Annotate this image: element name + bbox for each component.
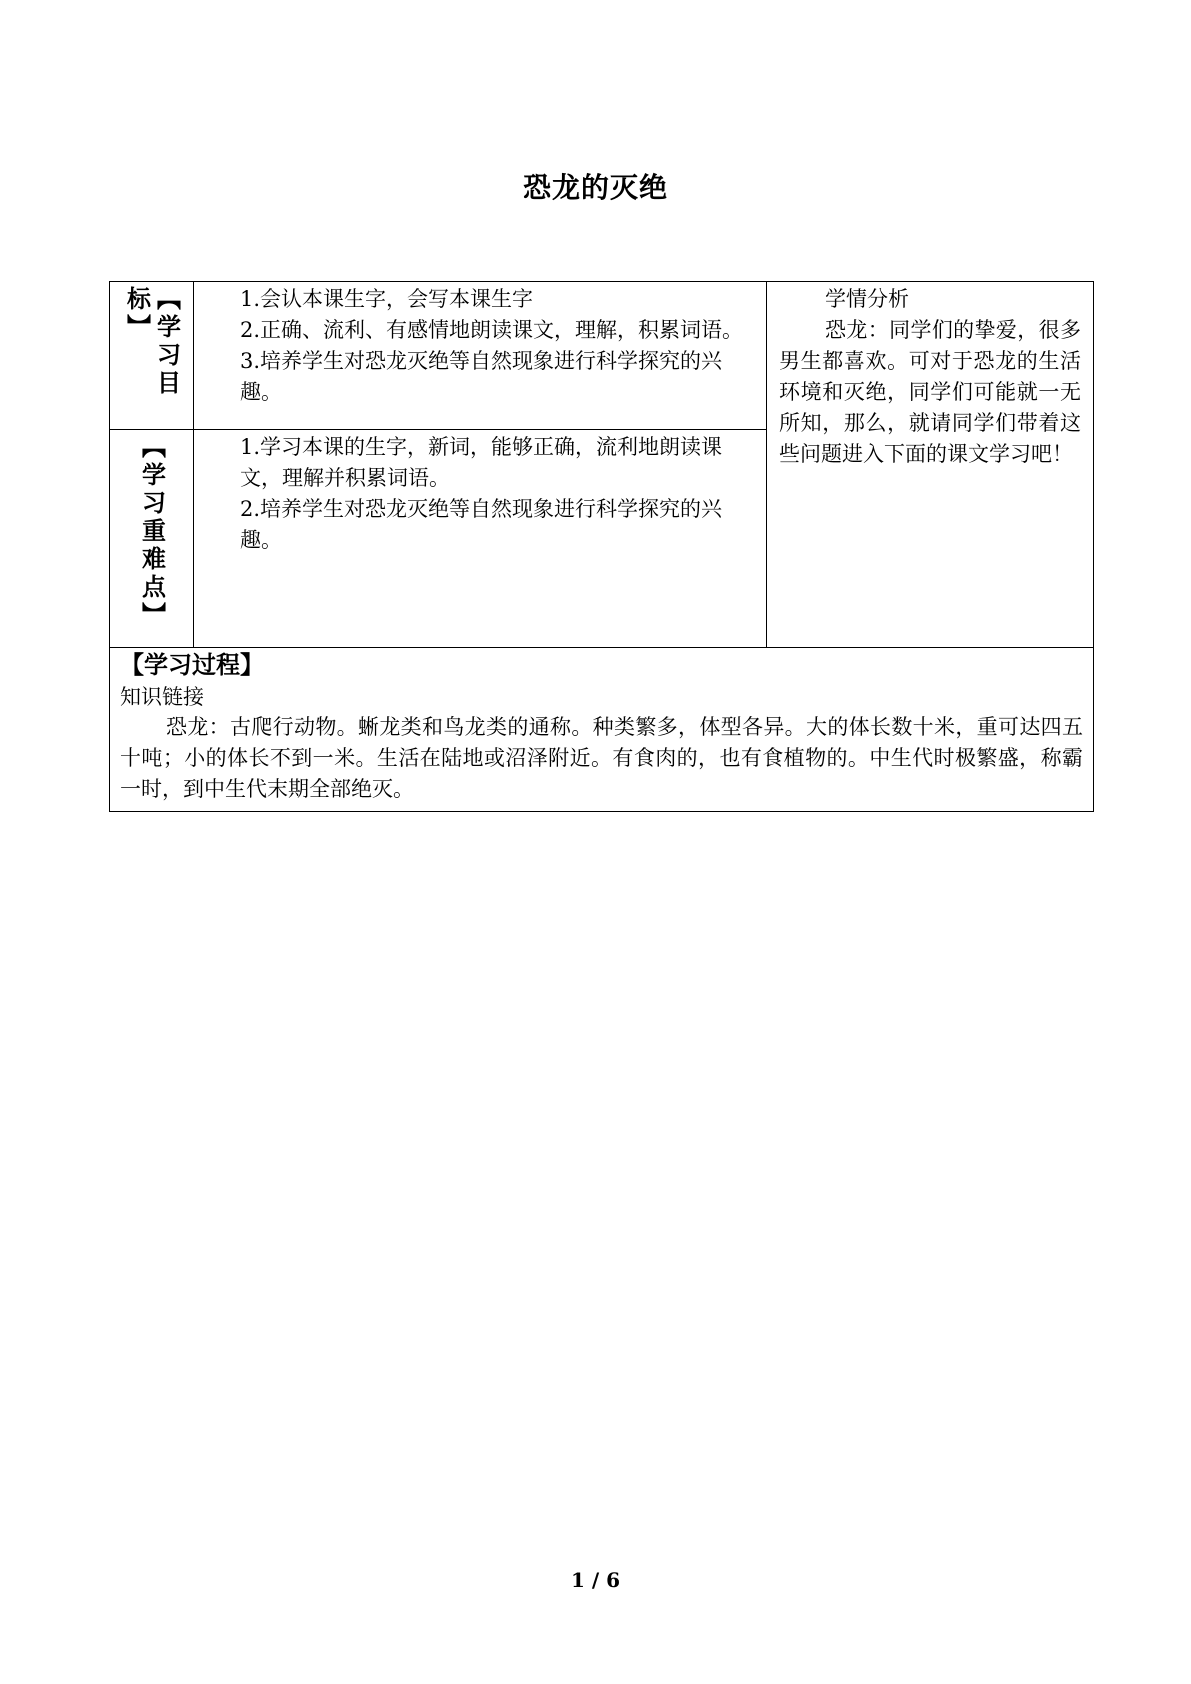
goals-content-cell — [194, 282, 767, 430]
analysis-heading: 学情分析 — [825, 287, 909, 311]
document-title: 恐龙的灭绝 — [522, 171, 668, 204]
goal-item: 3.培养学生对恐龙灭绝等自然现象进行科学探究的兴趣。 — [240, 349, 723, 404]
page-number: 1 / 6 — [570, 1568, 621, 1592]
key-point-item: 2.培养学生对恐龙灭绝等自然现象进行科学探究的兴趣。 — [240, 497, 723, 552]
analysis-cell — [767, 282, 1094, 648]
goal-item: 2.正确、流利、有感情地朗读课文，理解，积累词语。 — [240, 318, 744, 342]
lesson-plan-table — [109, 281, 1094, 812]
goal-item: 1.会认本课生字，会写本课生字 — [240, 287, 534, 311]
process-subheading: 知识链接 — [120, 685, 204, 709]
goals-label: 【学习目标】 — [122, 286, 181, 398]
process-cell — [110, 648, 1094, 812]
goals-label-cell — [110, 282, 194, 430]
analysis-body: 恐龙：同学们的挚爱，很多男生都喜欢。可对于恐龙的生活环境和灭绝，同学们可能就一无所知，那么，就请同学们带着这些问题进入下面的课文学习吧！ — [779, 318, 1081, 466]
key-points-label-cell — [110, 430, 194, 648]
key-point-item: 1.学习本课的生字，新词，能够正确，流利地朗读课文，理解并积累词语。 — [240, 435, 723, 490]
process-body: 恐龙：古爬行动物。蜥龙类和鸟龙类的通称。种类繁多，体型各异。大的体长数十米，重可达四五十吨；小的体长不到一米。生活在陆地或沼泽附近。有食肉的，也有食植物的。中生代时极繁盛，称霸一时，到中生代末期全部绝灭。 — [120, 715, 1083, 801]
key-points-content-cell — [194, 430, 767, 648]
process-heading: 【学习过程】 — [120, 651, 264, 679]
key-points-label: 【学习重难点】 — [137, 434, 166, 630]
